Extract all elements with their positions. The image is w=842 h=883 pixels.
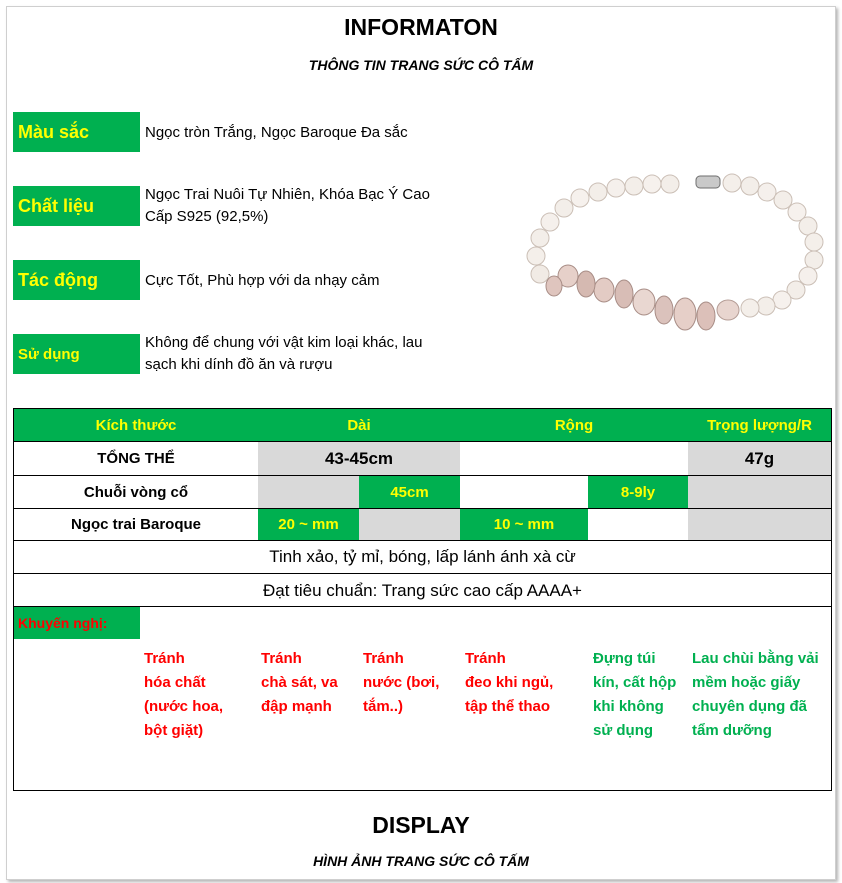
header-length: Dài <box>258 409 460 441</box>
note-standard: Đạt tiêu chuẩn: Trang sức cao cấp AAAA+ <box>263 581 582 600</box>
row-weight: 47g <box>688 442 831 475</box>
row-name: TỔNG THỂ <box>97 450 175 467</box>
label-usage: Sử dụng <box>13 334 140 374</box>
page-subtitle: THÔNG TIN TRANG SỨC CÔ TẤM <box>308 57 534 73</box>
value-usage: Không để chung với vật kim loại khác, lau sạch khi dính đồ ăn và rượu <box>145 334 423 373</box>
cell-blank <box>588 509 688 540</box>
recommend-item <box>261 647 338 719</box>
recommend-line: nước (bơi, <box>363 674 440 691</box>
row-width: 8-9ly <box>588 476 688 508</box>
recommend-line: đeo khi ngủ, <box>465 674 554 691</box>
cell-blank <box>258 476 359 508</box>
recommend-line: khi không <box>593 698 664 715</box>
label-effect: Tác động <box>13 260 140 300</box>
pearl-necklace-icon <box>520 170 830 340</box>
recommend-line: tập thể thao <box>465 698 550 715</box>
cell-blank <box>460 476 588 508</box>
recommend-label: Khuyến nghị: <box>14 607 140 639</box>
recommend-line: tắm..) <box>363 698 404 715</box>
header-weight: Trọng lượng/R <box>688 409 831 441</box>
table-row <box>14 476 831 508</box>
recommend-line: chuyên dụng đã <box>692 698 808 715</box>
cell-blank <box>688 476 831 508</box>
recommend-item <box>363 647 439 719</box>
header-width: Rộng <box>460 409 688 441</box>
recommend-item <box>692 647 819 743</box>
recommend-line: (nước hoa, <box>144 698 224 715</box>
recommend-line: Tránh <box>363 650 404 667</box>
specs-table <box>13 408 832 791</box>
value-color: Ngọc tròn Trắng, Ngọc Baroque Đa sắc <box>145 124 408 141</box>
row-width: 10 ~ mm <box>460 509 588 540</box>
label-material: Chất liệu <box>13 186 140 226</box>
recommend-line: Tránh <box>465 650 506 667</box>
recommend-item <box>144 647 223 743</box>
cell-blank <box>359 509 460 540</box>
row-width-empty <box>460 442 688 475</box>
display-subtitle: HÌNH ẢNH TRANG SỨC CÔ TẤM <box>313 853 529 869</box>
recommend-line: Tránh <box>144 650 185 667</box>
value-material: Ngọc Trai Nuôi Tự Nhiên, Khóa Bạc Ý Cao Cấp S925 (92,5%) <box>145 186 430 225</box>
header-size: Kích thước <box>14 409 258 441</box>
necklace-pearls <box>527 174 823 330</box>
row-name: Ngọc trai Baroque <box>70 516 202 533</box>
note-quality: Tinh xảo, tỷ mỉ, bóng, lấp lánh ánh xà cừ <box>269 547 576 566</box>
recommend-line: đập mạnh <box>261 698 332 715</box>
row-length: 45cm <box>359 476 460 508</box>
recommend-line: mềm hoặc giấy <box>692 674 801 691</box>
value-effect: Cực Tốt, Phù hợp với da nhạy cảm <box>145 272 380 289</box>
recommend-line: chà sát, va <box>261 674 338 691</box>
recommend-line: Tránh <box>261 650 302 667</box>
recommend-line: bột giặt) <box>144 722 204 739</box>
recommend-line: tẩm dưỡng <box>692 722 772 739</box>
table-header <box>14 409 831 441</box>
recommend-line: kín, cất hộp <box>593 674 677 691</box>
recommend-line: Lau chùi bằng vải <box>692 650 819 667</box>
cell-blank <box>688 509 831 540</box>
table-row <box>14 442 831 475</box>
row-length: 43-45cm <box>258 442 460 475</box>
recommend-item <box>465 647 553 719</box>
row-name: Chuỗi vòng cổ <box>83 483 189 501</box>
recommend-item <box>593 647 676 743</box>
display-title: DISPLAY <box>372 812 470 838</box>
row-length: 20 ~ mm <box>258 509 359 540</box>
recommend-line: Đựng túi <box>593 650 656 667</box>
page-title: INFORMATON <box>344 14 498 40</box>
label-color: Màu sắc <box>13 112 140 152</box>
recommend-line: hóa chất <box>144 674 206 691</box>
recommend-line: sử dụng <box>593 722 654 739</box>
table-row <box>14 509 831 540</box>
